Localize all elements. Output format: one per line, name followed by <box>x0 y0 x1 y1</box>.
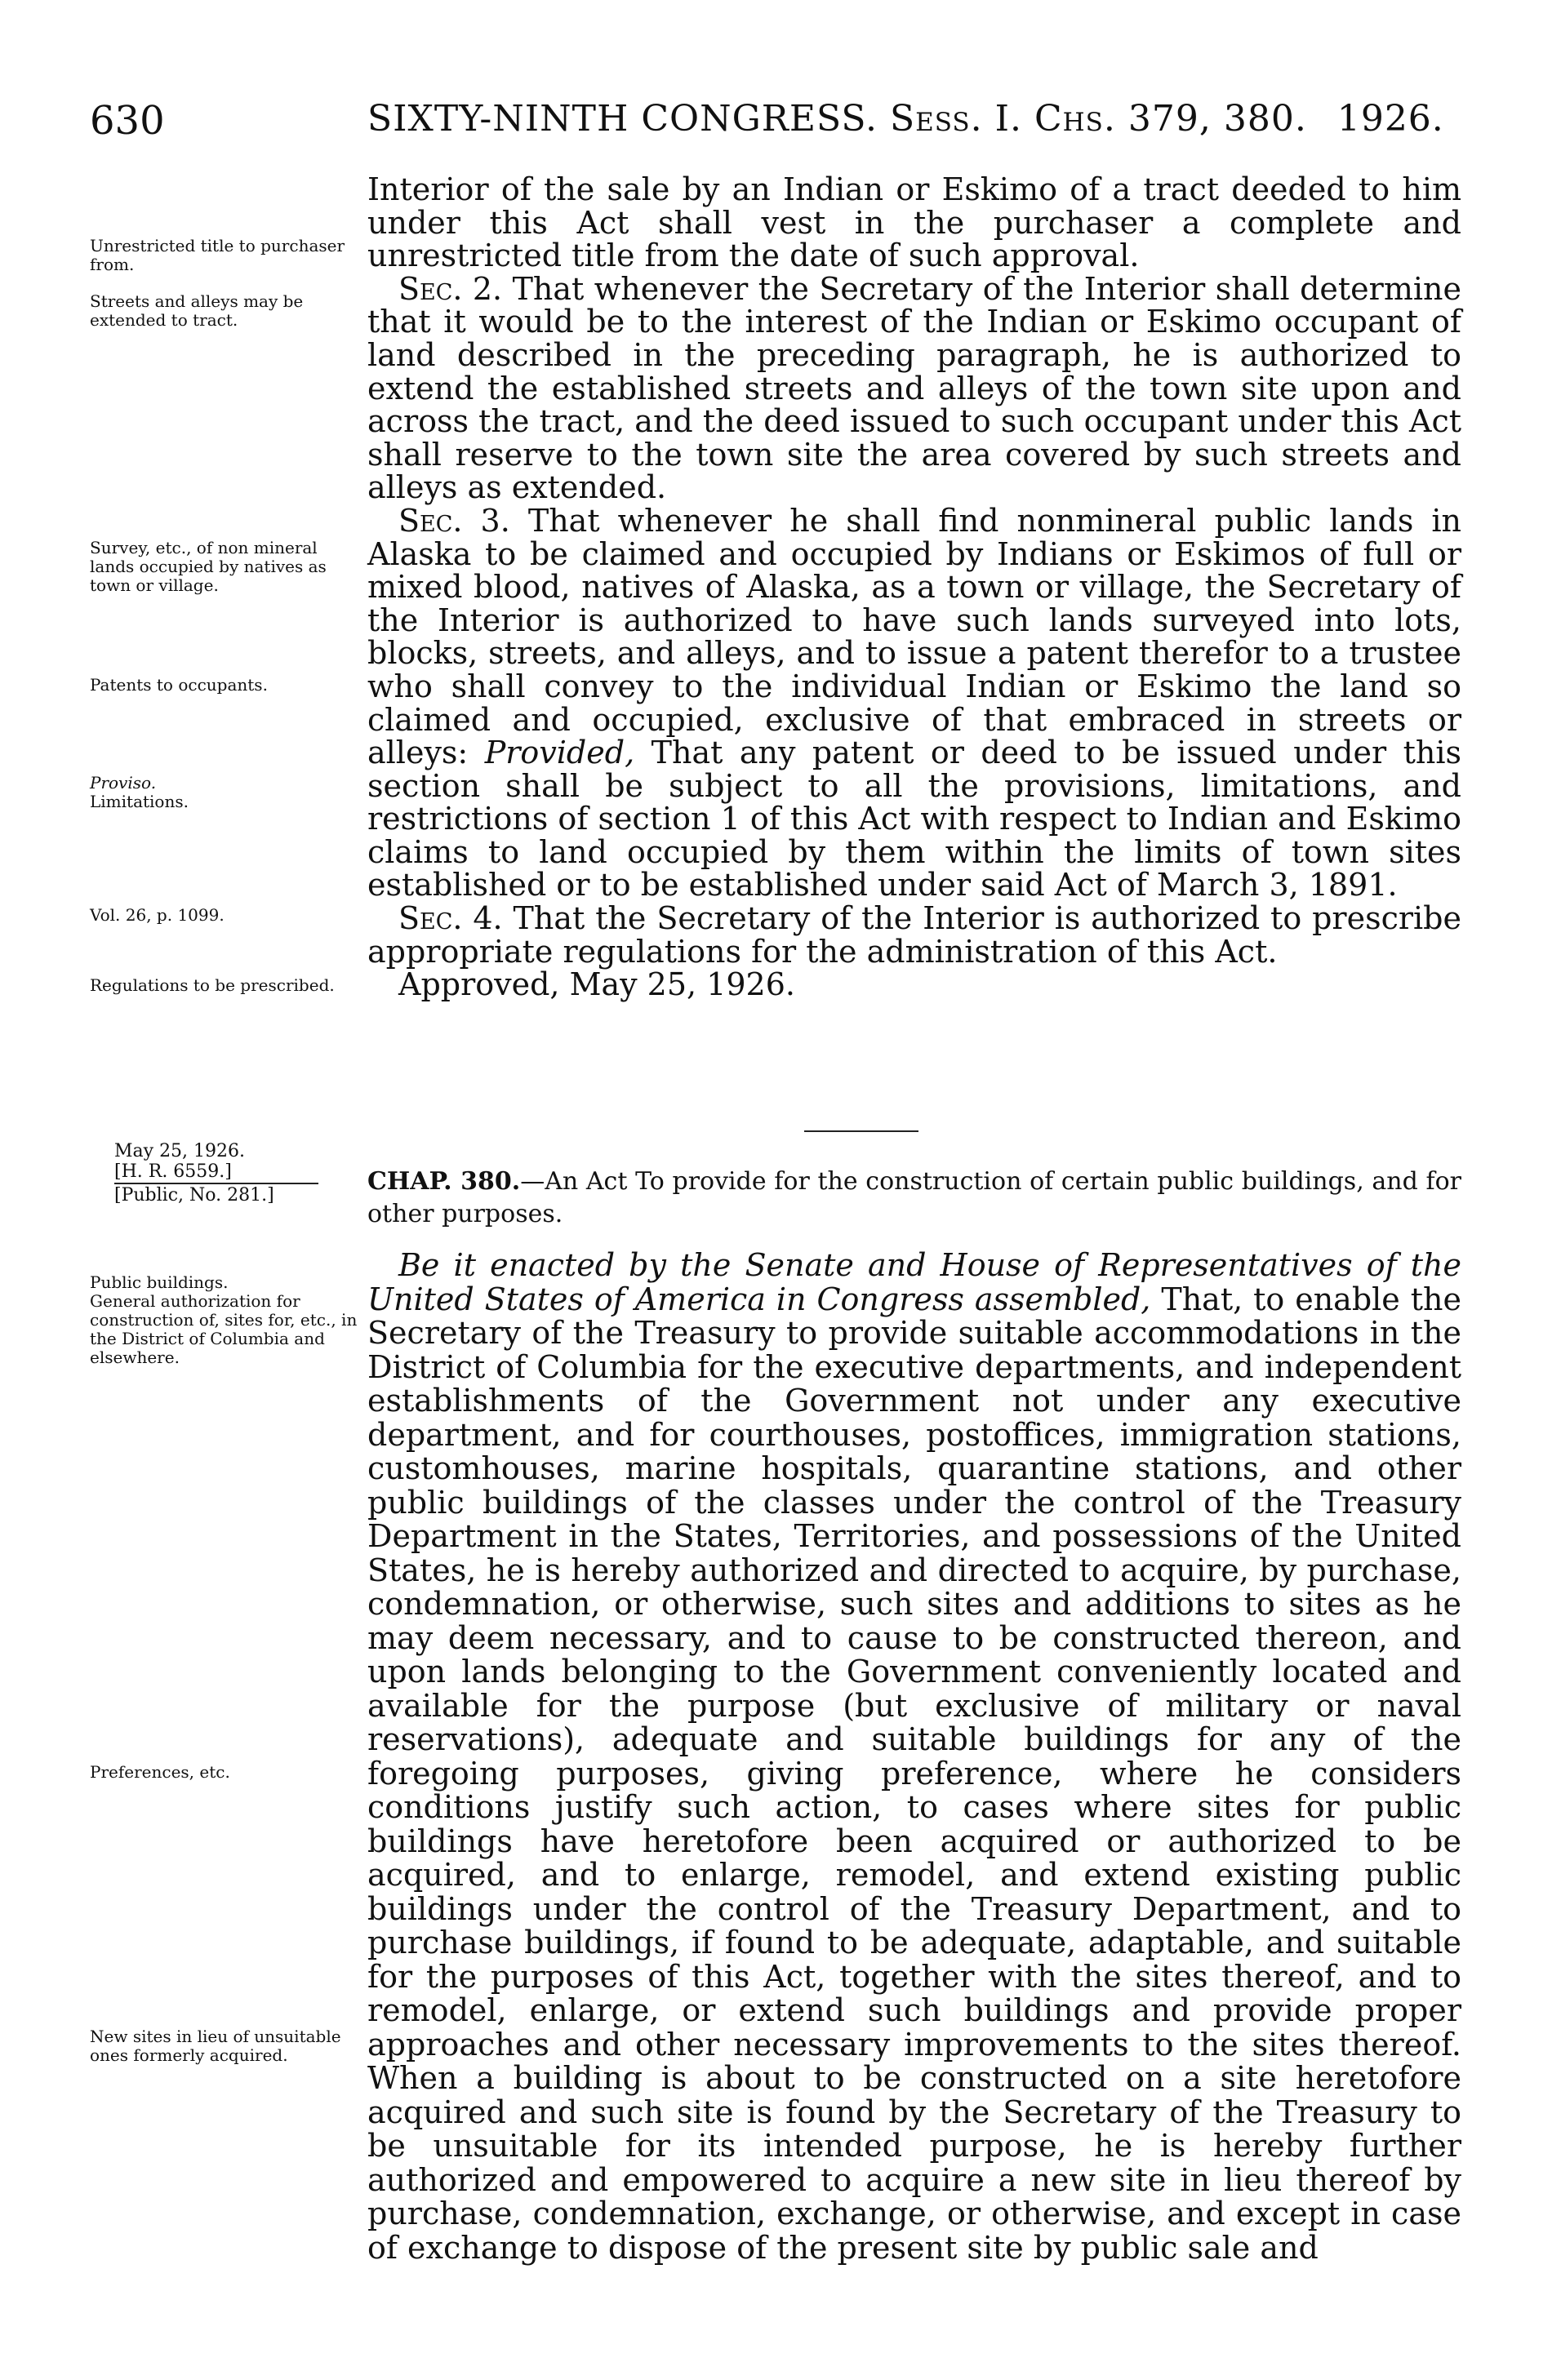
page-number: 630 <box>90 98 165 144</box>
chapter-380-dateline <box>114 1141 335 1206</box>
chapter-379-text <box>367 173 1461 1001</box>
section-3-text-b: That any patent or deed to be issued under this section shall be subject to all the provisions, limitations, and restrictions of section 1 of this Act with respect to Indian and Eskimo claims to land occupied by them within the limits of town sites established or to be established under said Act of March 3, 1891. <box>367 735 1461 904</box>
sidenote-proviso-block <box>90 774 359 811</box>
sidenote-survey: Survey, etc., of non mineral lands occupied by natives as town or village. <box>90 538 327 595</box>
sidenote-regulations: Regulations to be prescribed. <box>90 975 335 995</box>
dateline-date: May 25, 1926. <box>114 1141 246 1161</box>
section-3 <box>367 504 1461 902</box>
enactment-paragraph <box>367 1249 1461 2265</box>
section-3-label: Sec. 3. <box>398 502 510 539</box>
section-4 <box>367 902 1461 968</box>
sidenote-proviso: Proviso. <box>90 773 157 793</box>
sidenote-unrestricted-title: Unrestricted title to purchaser from. <box>90 236 345 274</box>
chapter-title: —An Act To provide for the construction of certain public buildings, and for other purposes. <box>367 1167 1462 1228</box>
sidenote-public-buildings-block <box>90 1273 359 1367</box>
chapter-divider-rule <box>804 1130 918 1132</box>
sidenote-streets-alleys: Streets and alleys may be extended to tract. <box>90 291 304 330</box>
sidenote-limitations: Limitations. <box>90 792 189 811</box>
sidenote-public-buildings: Public buildings. <box>90 1272 229 1292</box>
section-4-text: That the Secretary of the Interior is authorized to prescribe appropriate regulations for the administration of this Act. <box>367 900 1461 970</box>
section-2 <box>367 270 1461 506</box>
dateline-bill: [H. R. 6559.] <box>114 1161 232 1182</box>
dateline-public-no: [Public, No. 281.] <box>114 1185 274 1206</box>
session-label: Sess. I. <box>889 98 1022 140</box>
section-2-text: That whenever the Secretary of the Interior shall determine that it would be to the interest of the Indian or Eskimo occupant of land described in the preceding paragraph, he is authorized to extend the established streets and alleys of the town site upon and across the tract, and the deed issued to such occupant under this Act shall reserve to the town site the area covered by such streets and alleys as extended. <box>367 270 1461 506</box>
sidenote-preferences: Preferences, etc. <box>90 1762 230 1782</box>
chapters-label: Chs. 379, 380. <box>1034 98 1307 140</box>
sidenote-vol-ref: Vol. 26, p. 1099. <box>90 905 225 925</box>
enactment-text: That, to enable the Secretary of the Treasury to provide suitable accommodations in the District of Columbia for the executive departments, and independent establishments of the Government not under any executive department, and for courthouses, postoffices, immigration stations, customhouses, marine hospitals, quarantine stations, and other public buildings of the classes under the control of the Treasury Department in the States, Territories, and possessions of the United States, he is hereby authorized and directed to acquire, by purchase, condemnation, or otherwise, such sites and additions to sites as he may deem necessary, and to cause to be constructed thereon, and upon lands belonging to the Government conveniently located and available for the purpose (but exclusive of military or naval reservations), adequate and suitable buildings for any of the foregoing purposes, giving preference, where he considers conditions justify such action, to cases where sites for public buildings have heretofore been acquired or authorized to be acquired, and to enlarge, remodel, and extend existing public buildings under the control of the Treasury Department, and to purchase buildings, if found to be adequate, adaptable, and suitable for the purposes of this Act, together with the sites thereof, and to remodel, enlarge, or extend such buildings and provide proper approaches and other necessary improvements to the sites thereof. When a building is about to be constructed on a site heretofore acquired and such site is found by the Secretary of the Treasury to be unsuitable for its intended purpose, he is hereby further authorized and empowered to acquire a new site in lieu thereof by purchase, condemnation, exchange, or otherwise, and except in case of exchange to dispose of the present site by public sale and <box>367 1281 1461 2266</box>
chapter-label: CHAP. 380. <box>367 1167 521 1196</box>
dateline-rule <box>114 1183 318 1184</box>
section-4-label: Sec. 4. <box>398 900 503 937</box>
sidenote-general-authorization: General authorization for construction of, sites for, etc., in the District of Columbia and elsewhere. <box>90 1291 358 1367</box>
page-header <box>90 98 1478 147</box>
approval-line: Approved, May 25, 1926. <box>398 966 795 1003</box>
year-label: 1926. <box>1336 98 1444 140</box>
enacting-clause: Be it enacted by the Senate and House of Representatives of the United States of America in Congress assembled, <box>367 1247 1461 1317</box>
section-2-label: Sec. 2. <box>398 270 503 307</box>
chapter-380-caption <box>367 1166 1461 1231</box>
congress-title: SIXTY-NINTH CONGRESS. <box>367 98 878 140</box>
sidenote-patents: Patents to occupants. <box>90 675 268 695</box>
paragraph-sale-approval: Interior of the sale by an Indian or Eskimo of a tract deeded to him under this Act shall vest in the purchaser a complete and unrestricted title from the date of such approval. <box>367 171 1461 274</box>
section-3-text-a: That whenever he shall find nonmineral public lands in Alaska to be claimed and occupied by Indians or Eskimos of full or mixed blood, natives of Alaska, as a town or village, the Secretary of the Interior is authorized to have such lands surveyed into lots, blocks, streets, and alleys, and to issue a patent therefor to a trustee who shall convey to the individual Indian or Eskimo the land so claimed and occupied, exclusive of that embraced in streets or alleys: <box>367 502 1461 771</box>
proviso-word: Provided, <box>484 735 635 771</box>
running-head <box>367 98 1444 140</box>
sidenote-new-sites: New sites in lieu of unsuitable ones formerly acquired. <box>90 2027 341 2065</box>
chapter-380-text <box>367 1249 1461 2265</box>
